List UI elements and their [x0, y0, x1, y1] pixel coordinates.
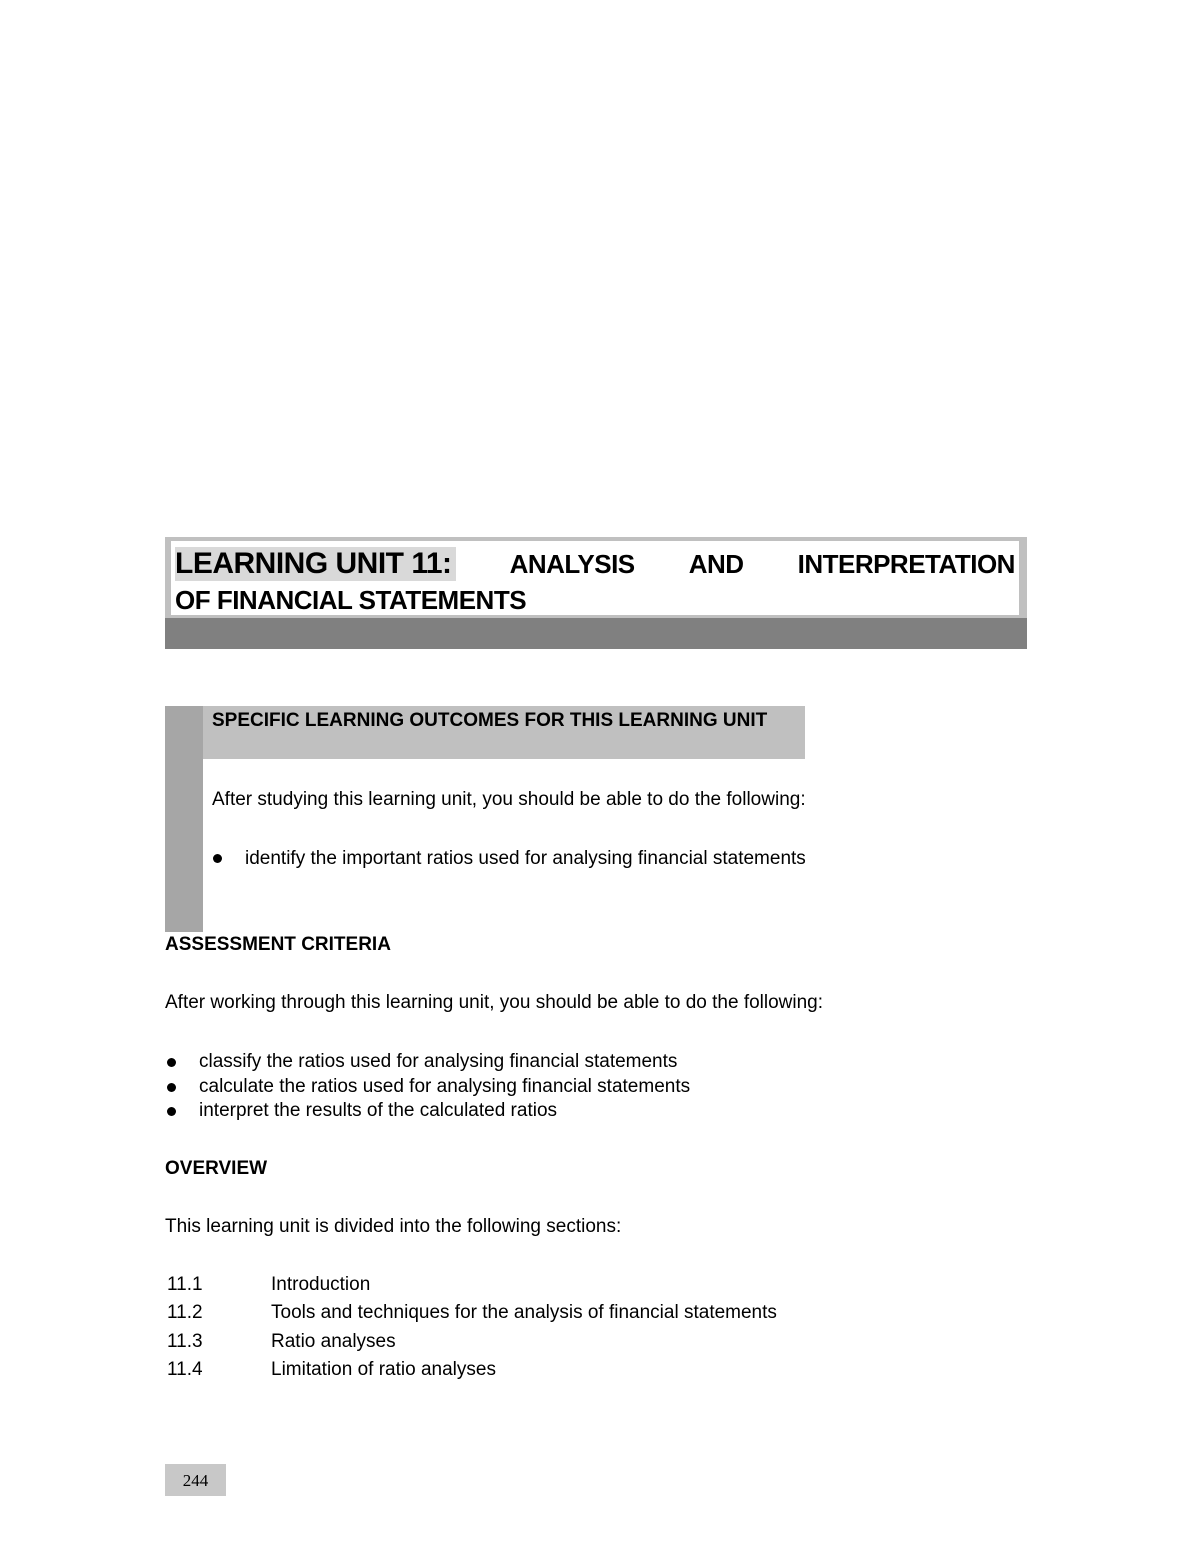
unit-title-box: [171, 541, 1019, 615]
section-number: 11.4: [167, 1359, 203, 1380]
title-divider-bar: [165, 618, 1027, 649]
bullet-icon: [167, 1083, 176, 1092]
section-title: Ratio analyses: [271, 1331, 396, 1352]
assessment-heading: ASSESSMENT CRITERIA: [165, 934, 391, 955]
overview-intro: This learning unit is divided into the following sections:: [165, 1216, 622, 1237]
assessment-item: calculate the ratios used for analysing financial statements: [199, 1076, 691, 1097]
unit-title-word: AND: [688, 549, 744, 579]
outcome-item: identify the important ratios used for analysing financial statements: [245, 848, 806, 869]
unit-title-word: INTERPRETATION: [797, 549, 1015, 579]
section-number: 11.1: [167, 1274, 203, 1295]
unit-title-line-1: [175, 547, 1015, 581]
section-title: Tools and techniques for the analysis of financial statements: [271, 1302, 777, 1323]
page-number: 244: [165, 1464, 226, 1496]
section-number: 11.3: [167, 1331, 203, 1352]
section-title: Limitation of ratio analyses: [271, 1359, 496, 1380]
assessment-intro: After working through this learning unit, you should be able to do the following:: [165, 992, 824, 1013]
bullet-icon: [167, 1107, 176, 1116]
unit-title-word: ANALYSIS: [509, 549, 635, 579]
section-title: Introduction: [271, 1274, 371, 1295]
assessment-item: interpret the results of the calculated ratios: [199, 1100, 558, 1121]
overview-heading: OVERVIEW: [165, 1158, 268, 1179]
unit-title-block: [165, 537, 1027, 649]
unit-title-line-2: OF FINANCIAL STATEMENTS: [175, 585, 527, 615]
assessment-item: classify the ratios used for analysing financial statements: [199, 1051, 678, 1072]
outcomes-intro: After studying this learning unit, you should be able to do the following:: [212, 789, 806, 810]
unit-number-label: LEARNING UNIT 11:: [175, 547, 456, 581]
outcomes-heading-box: [203, 706, 805, 759]
outcomes-heading: SPECIFIC LEARNING OUTCOMES FOR THIS LEARNING UNIT: [212, 710, 768, 731]
bullet-icon: [213, 854, 222, 863]
section-number: 11.2: [167, 1302, 203, 1323]
bullet-icon: [167, 1058, 176, 1067]
outcomes-side-bar: [165, 706, 203, 932]
